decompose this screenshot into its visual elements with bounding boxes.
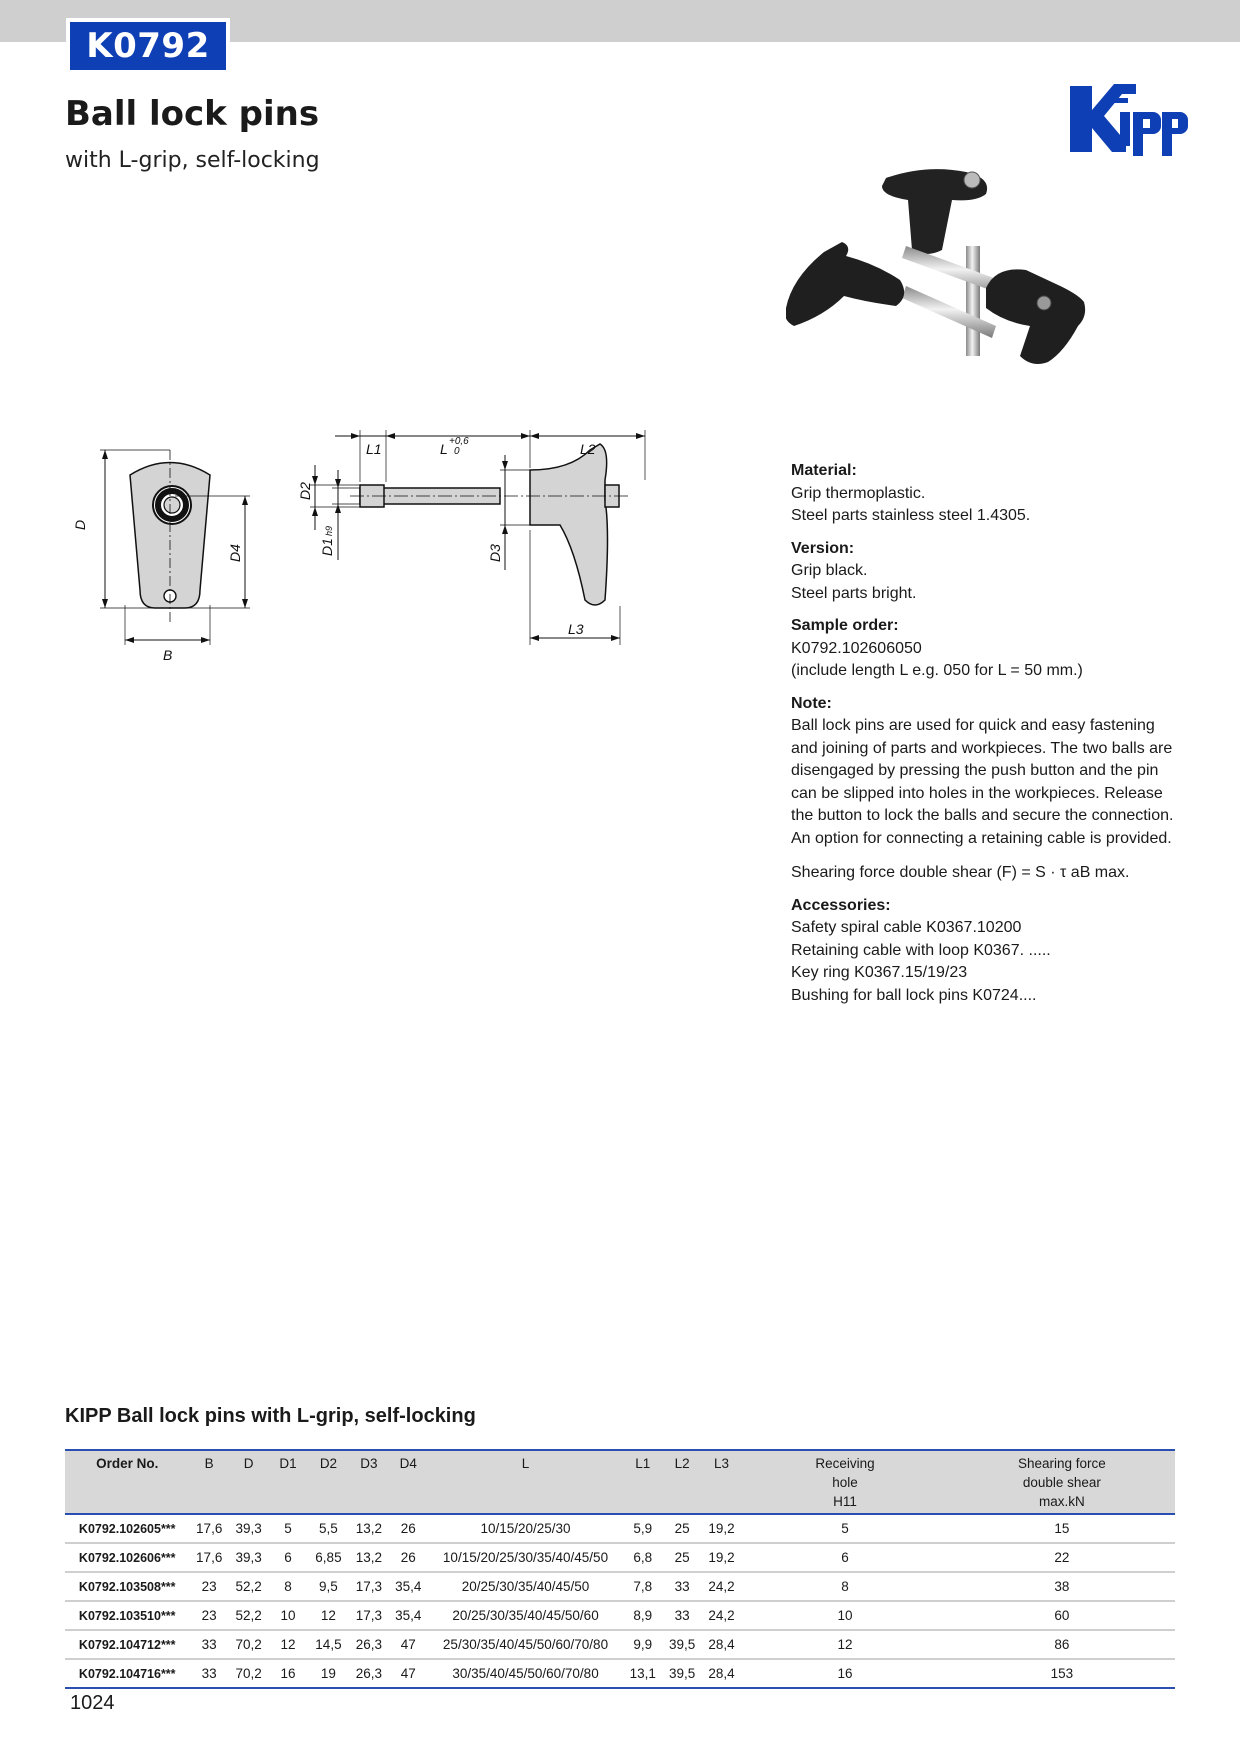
material-line: Grip thermoplastic.: [791, 484, 926, 502]
cell-d3: 17,3: [349, 1601, 388, 1630]
dim-D: D: [72, 519, 88, 530]
version-line: Steel parts bright.: [791, 584, 917, 602]
col-shearing-force: Shearing force double shear max.kN: [1017, 1456, 1106, 1509]
cell-force: 38: [949, 1572, 1175, 1601]
version-section: [791, 538, 1191, 606]
cell-d: 70,2: [229, 1630, 268, 1659]
col-B: B: [204, 1456, 214, 1471]
dim-D4: D4: [227, 544, 243, 562]
cell-l1: 6,8: [623, 1543, 662, 1572]
dim-L3: L3: [568, 621, 584, 637]
cell-hole: 5: [741, 1514, 948, 1543]
product-code-badge: [66, 18, 230, 74]
cell-l3: 19,2: [702, 1543, 741, 1572]
cell-d: 70,2: [229, 1659, 268, 1688]
sample-order-line: (include length L e.g. 050 for L = 50 mm.): [791, 662, 1083, 679]
page-subtitle: with L-grip, self-locking: [65, 148, 320, 173]
cell-d2: 9,5: [308, 1572, 349, 1601]
spec-table: [65, 1449, 1175, 1689]
col-D3: D3: [360, 1456, 378, 1471]
col-receiving-hole: Receiving hole H11: [815, 1456, 875, 1509]
dim-L2: L2: [580, 441, 596, 457]
cell-d2: 14,5: [308, 1630, 349, 1659]
note-line: can be slipped into holes in the workpieces. Release: [791, 784, 1163, 802]
pin-side-view: [360, 444, 619, 605]
cell-l3: 19,2: [702, 1514, 741, 1543]
accessory-item: Key ring K0367.15/19/23: [791, 964, 968, 981]
col-D1: D1: [279, 1456, 297, 1471]
cell-d4: 35,4: [389, 1572, 428, 1601]
cell-l3: 28,4: [702, 1630, 741, 1659]
shear-formula: Shearing force double shear (F) = S · τ aB max.: [791, 864, 1130, 881]
cell-d3: 26,3: [349, 1659, 388, 1688]
table-row: [65, 1514, 1175, 1543]
sample-order-line: K0792.102606050: [791, 639, 922, 657]
cell-order: K0792.102606***: [65, 1543, 189, 1572]
col-L2: L2: [674, 1456, 690, 1471]
sample-order-heading: Sample order:: [791, 617, 899, 634]
cell-force: 60: [949, 1601, 1175, 1630]
dim-L1: L1: [366, 441, 382, 457]
dim-D3: D3: [487, 544, 503, 562]
cell-l3: 28,4: [702, 1659, 741, 1688]
cell-l2: 39,5: [662, 1659, 701, 1688]
cell-l: 20/25/30/35/40/45/50: [428, 1572, 623, 1601]
cell-d4: 26: [389, 1543, 428, 1572]
table-row: [65, 1601, 1175, 1630]
cell-l1: 13,1: [623, 1659, 662, 1688]
dim-B: B: [163, 647, 173, 663]
dim-D1-tol: h9: [324, 525, 334, 536]
cell-d: 39,3: [229, 1514, 268, 1543]
cell-d3: 13,2: [349, 1543, 388, 1572]
material-section: [791, 460, 1191, 528]
col-L: L: [521, 1456, 530, 1471]
cell-l: 10/15/20/25/30/35/40/45/50: [428, 1543, 623, 1572]
cell-order: K0792.102605***: [65, 1514, 189, 1543]
cell-d1: 10: [268, 1601, 307, 1630]
cell-l2: 33: [662, 1572, 701, 1601]
cell-l2: 33: [662, 1601, 701, 1630]
cell-force: 22: [949, 1543, 1175, 1572]
table-row: [65, 1630, 1175, 1659]
cell-l: 30/35/40/45/50/60/70/80: [428, 1659, 623, 1688]
cell-d2: 6,85: [308, 1543, 349, 1572]
cell-d4: 26: [389, 1514, 428, 1543]
cell-force: 86: [949, 1630, 1175, 1659]
cell-b: 17,6: [189, 1514, 228, 1543]
cell-l: 25/30/35/40/45/50/60/70/80: [428, 1630, 623, 1659]
dim-L-tol-upper: +0,6: [449, 436, 469, 447]
note-line: An option for connecting a retaining cable is provided.: [791, 829, 1172, 847]
cell-l1: 5,9: [623, 1514, 662, 1543]
cell-hole: 6: [741, 1543, 948, 1572]
note-line: the button to lock the balls and secure the connection.: [791, 807, 1174, 824]
product-code: K0792: [70, 22, 226, 70]
col-L1: L1: [635, 1456, 651, 1471]
cell-l1: 8,9: [623, 1601, 662, 1630]
note-line: Ball lock pins are used for quick and easy fastening: [791, 717, 1155, 734]
accessories-heading: Accessories:: [791, 896, 891, 914]
cell-d4: 35,4: [389, 1601, 428, 1630]
accessory-item: Retaining cable with loop K0367. .....: [791, 941, 1051, 959]
version-heading: Version:: [791, 539, 855, 557]
cell-l2: 25: [662, 1514, 701, 1543]
cell-d4: 47: [389, 1630, 428, 1659]
dim-D1: D1: [319, 538, 335, 556]
table-row: [65, 1659, 1175, 1688]
col-D: D: [243, 1456, 254, 1471]
product-info: [791, 460, 1191, 1017]
col-L3: L3: [714, 1456, 730, 1471]
sample-order-section: [791, 615, 1191, 683]
cell-hole: 16: [741, 1659, 948, 1688]
cell-d3: 13,2: [349, 1514, 388, 1543]
accessory-item: Bushing for ball lock pins K0724....: [791, 986, 1037, 1004]
cell-d2: 5,5: [308, 1514, 349, 1543]
version-line: Grip black.: [791, 562, 868, 579]
dim-L-tol-lower: 0: [454, 446, 460, 457]
cell-d3: 17,3: [349, 1572, 388, 1601]
page-title: Ball lock pins: [65, 94, 320, 134]
cell-l2: 39,5: [662, 1630, 701, 1659]
page-number: 1024: [70, 1692, 115, 1714]
cell-l2: 25: [662, 1543, 701, 1572]
table-row: [65, 1572, 1175, 1601]
cell-d3: 26,3: [349, 1630, 388, 1659]
accessory-item: Safety spiral cable K0367.10200: [791, 919, 1022, 936]
cell-hole: 12: [741, 1630, 948, 1659]
cell-l1: 9,9: [623, 1630, 662, 1659]
cell-force: 15: [949, 1514, 1175, 1543]
cell-d: 52,2: [229, 1601, 268, 1630]
note-line: disengaged by pressing the push button and the pin: [791, 762, 1159, 779]
note-line: and joining of parts and workpieces. The two balls are: [791, 739, 1173, 757]
cell-d1: 6: [268, 1543, 307, 1572]
cell-d: 52,2: [229, 1572, 268, 1601]
cell-b: 17,6: [189, 1543, 228, 1572]
cell-l: 10/15/20/25/30: [428, 1514, 623, 1543]
cell-d2: 19: [308, 1659, 349, 1688]
note-section: [791, 693, 1191, 885]
col-D2: D2: [319, 1456, 338, 1471]
dim-L: L: [440, 441, 448, 457]
cell-b: 23: [189, 1601, 228, 1630]
cell-d1: 12: [268, 1630, 307, 1659]
col-order: Order No.: [96, 1456, 159, 1471]
note-heading: Note:: [791, 694, 832, 712]
cell-order: K0792.104712***: [65, 1630, 189, 1659]
cell-hole: 8: [741, 1572, 948, 1601]
cell-b: 23: [189, 1572, 228, 1601]
material-line: Steel parts stainless steel 1.4305.: [791, 507, 1031, 524]
cell-b: 33: [189, 1659, 228, 1688]
material-heading: Material:: [791, 462, 857, 479]
product-photo: [786, 158, 1136, 406]
cell-d1: 8: [268, 1572, 307, 1601]
col-D4: D4: [399, 1456, 417, 1471]
table-header-row: [65, 1450, 1175, 1514]
dim-D2: D2: [297, 482, 313, 500]
accessories-section: [791, 895, 1191, 1008]
cell-l: 20/25/30/35/40/45/50/60: [428, 1601, 623, 1630]
cell-order: K0792.104716***: [65, 1659, 189, 1688]
cell-force: 153: [949, 1659, 1175, 1688]
cell-l3: 24,2: [702, 1572, 741, 1601]
cell-l1: 7,8: [623, 1572, 662, 1601]
table-row: [65, 1543, 1175, 1572]
cell-d2: 12: [308, 1601, 349, 1630]
cell-d1: 16: [268, 1659, 307, 1688]
cell-d1: 5: [268, 1514, 307, 1543]
cell-order: K0792.103510***: [65, 1601, 189, 1630]
technical-drawing: [70, 430, 670, 730]
table-title: KIPP Ball lock pins with L-grip, self-locking: [65, 1405, 476, 1427]
cell-b: 33: [189, 1630, 228, 1659]
cell-hole: 10: [741, 1601, 948, 1630]
cell-l3: 24,2: [702, 1601, 741, 1630]
cell-d4: 47: [389, 1659, 428, 1688]
cell-order: K0792.103508***: [65, 1572, 189, 1601]
cell-d: 39,3: [229, 1543, 268, 1572]
kipp-logo: [1070, 74, 1188, 158]
